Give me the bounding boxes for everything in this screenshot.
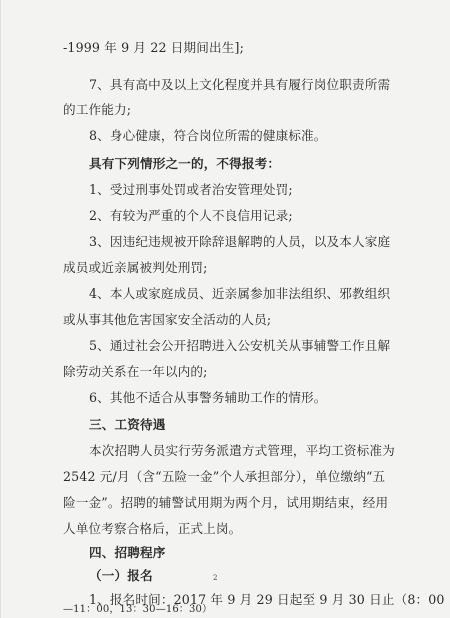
text-line-10: 4、本人或家庭成员、近亲属参加非法组织、邪教组织 xyxy=(89,286,391,301)
section-heading-procedure: 四、招聘程序 xyxy=(89,545,166,560)
text-line-1: -1999 年 9 月 22 日期间出生]; xyxy=(63,40,244,55)
text-line-12: 5、通过社会公开招聘进入公安机关从事辅警工作且解 xyxy=(89,338,391,353)
text-line-3: 的工作能力; xyxy=(63,102,132,117)
text-line-17: 2542 元/月（含“五险一金”个人承担部分），单位缴纳“五 xyxy=(63,469,386,484)
text-line-14: 6、其他不适合从事警务辅助工作的情形。 xyxy=(89,390,327,405)
subsection-heading-registration: （一）报名 xyxy=(89,568,153,583)
text-line-16: 本次招聘人员实行劳务派遣方式管理，平均工资标准为 xyxy=(89,443,395,458)
text-line-8: 3、因违纪违规被开除辞退解聘的人员，以及本人家庭 xyxy=(89,234,391,249)
text-line-19: 人单位考察合格后，正式上岗。 xyxy=(63,521,242,536)
text-line-23: —11：00，13：30—16：30） xyxy=(63,604,213,615)
section-heading-salary: 三、工资待遇 xyxy=(89,417,166,432)
text-line-4: 8、身心健康，符合岗位所需的健康标准。 xyxy=(89,128,327,143)
text-line-18: 险一金”。招聘的辅警试用期为两个月，试用期结束，经用 xyxy=(63,495,389,510)
page-number: 2 xyxy=(213,574,218,582)
text-line-9: 成员或近亲属被判处刑罚; xyxy=(63,260,208,275)
text-line-11: 或从事其他危害国家安全活动的人员; xyxy=(63,312,272,327)
section-heading-restrictions: 具有下列情形之一的，不得报考： xyxy=(89,156,281,171)
text-line-6: 1、受过刑事处罚或者治安管理处罚; xyxy=(89,182,293,197)
text-line-22: 1、报名时间：2017 年 9 月 29 日起至 9 月 30 日止（8：00 xyxy=(89,592,445,607)
text-line-13: 除劳动关系在一年以内的; xyxy=(63,364,208,379)
text-line-7: 2、有较为严重的个人不良信用记录; xyxy=(89,208,293,223)
text-line-2: 7、具有高中及以上文化程度并具有履行岗位职责所需 xyxy=(89,77,391,92)
